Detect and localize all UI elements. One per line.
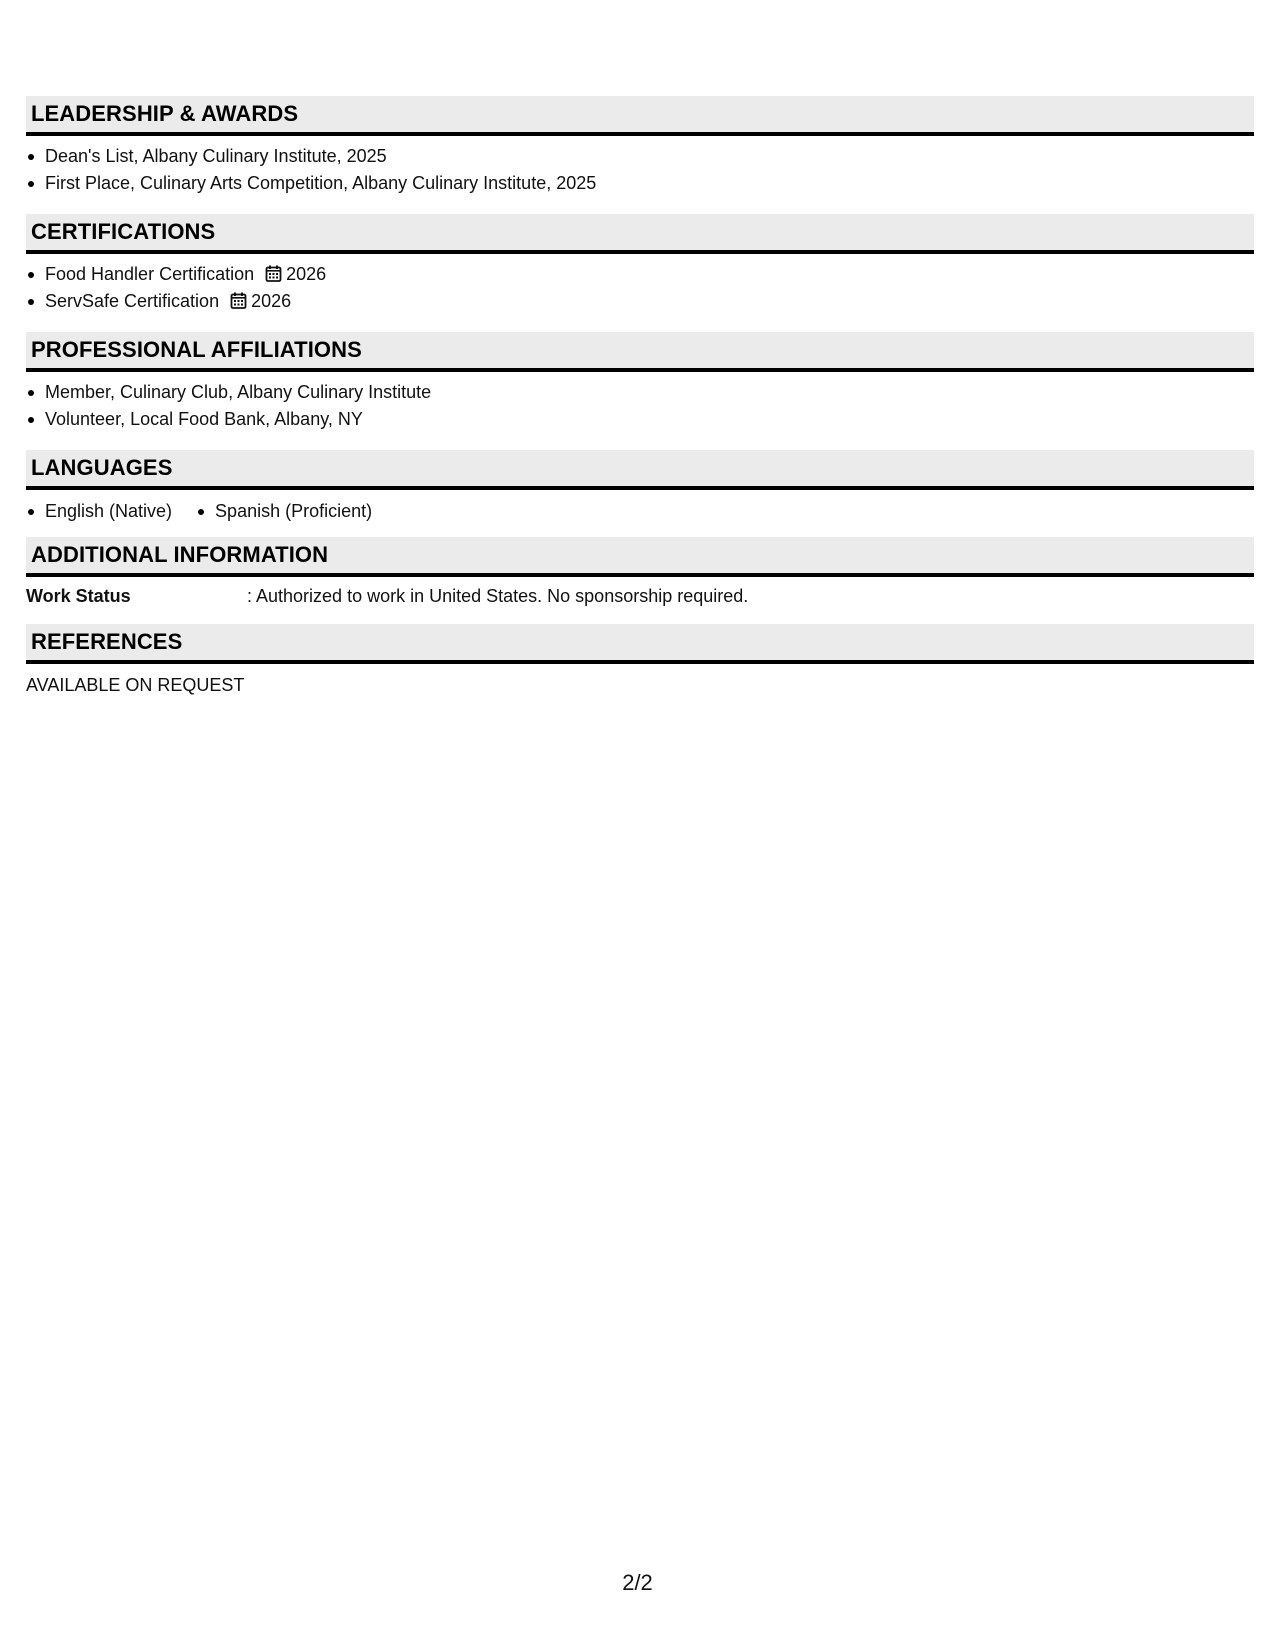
work-status-label: Work Status xyxy=(26,586,131,606)
section-header xyxy=(26,624,1254,664)
section-title: LANGUAGES xyxy=(31,455,173,480)
work-status-value: : Authorized to work in United States. No sponsorship required. xyxy=(247,586,749,606)
section-header xyxy=(26,332,1254,372)
calendar-icon xyxy=(230,290,247,317)
languages-list xyxy=(26,490,1254,525)
section-title: CERTIFICATIONS xyxy=(31,219,216,244)
section-header xyxy=(26,214,1254,254)
section-languages xyxy=(26,450,1254,537)
section-professional-affiliations xyxy=(26,332,1254,450)
list-item: Dean's List, Albany Culinary Institute, 2025 xyxy=(26,143,1254,170)
section-references xyxy=(26,624,1254,699)
awards-list xyxy=(26,136,1254,197)
list-item: First Place, Culinary Arts Competition, Albany Culinary Institute, 2025 xyxy=(26,170,1254,197)
section-certifications xyxy=(26,214,1254,332)
list-item: Volunteer, Local Food Bank, Albany, NY xyxy=(26,406,1254,433)
language-item: English (Native) xyxy=(26,498,172,525)
section-title: LEADERSHIP & AWARDS xyxy=(31,101,299,126)
section-additional-information xyxy=(26,537,1254,624)
page-number: 2/2 xyxy=(622,1570,653,1595)
certification-name: Food Handler Certification xyxy=(45,264,255,284)
calendar-icon xyxy=(265,263,282,290)
list-item: Member, Culinary Club, Albany Culinary Institute xyxy=(26,379,1254,406)
certifications-list xyxy=(26,254,1254,315)
section-title: ADDITIONAL INFORMATION xyxy=(31,542,329,567)
section-header xyxy=(26,450,1254,490)
work-status-row xyxy=(26,577,1254,610)
certification-name: ServSafe Certification xyxy=(45,291,220,311)
list-item xyxy=(26,288,1254,315)
section-title: REFERENCES xyxy=(31,629,183,654)
section-header xyxy=(26,96,1254,136)
section-title: PROFESSIONAL AFFILIATIONS xyxy=(31,337,362,362)
language-item: Spanish (Proficient) xyxy=(196,498,372,525)
section-leadership-awards xyxy=(26,96,1254,214)
affiliations-list xyxy=(26,372,1254,433)
references-text: AVAILABLE ON REQUEST xyxy=(26,675,245,695)
certification-year: 2026 xyxy=(286,264,327,284)
section-header xyxy=(26,537,1254,577)
list-item xyxy=(26,261,1254,288)
resume-page xyxy=(26,96,1254,699)
certification-year: 2026 xyxy=(251,291,292,311)
